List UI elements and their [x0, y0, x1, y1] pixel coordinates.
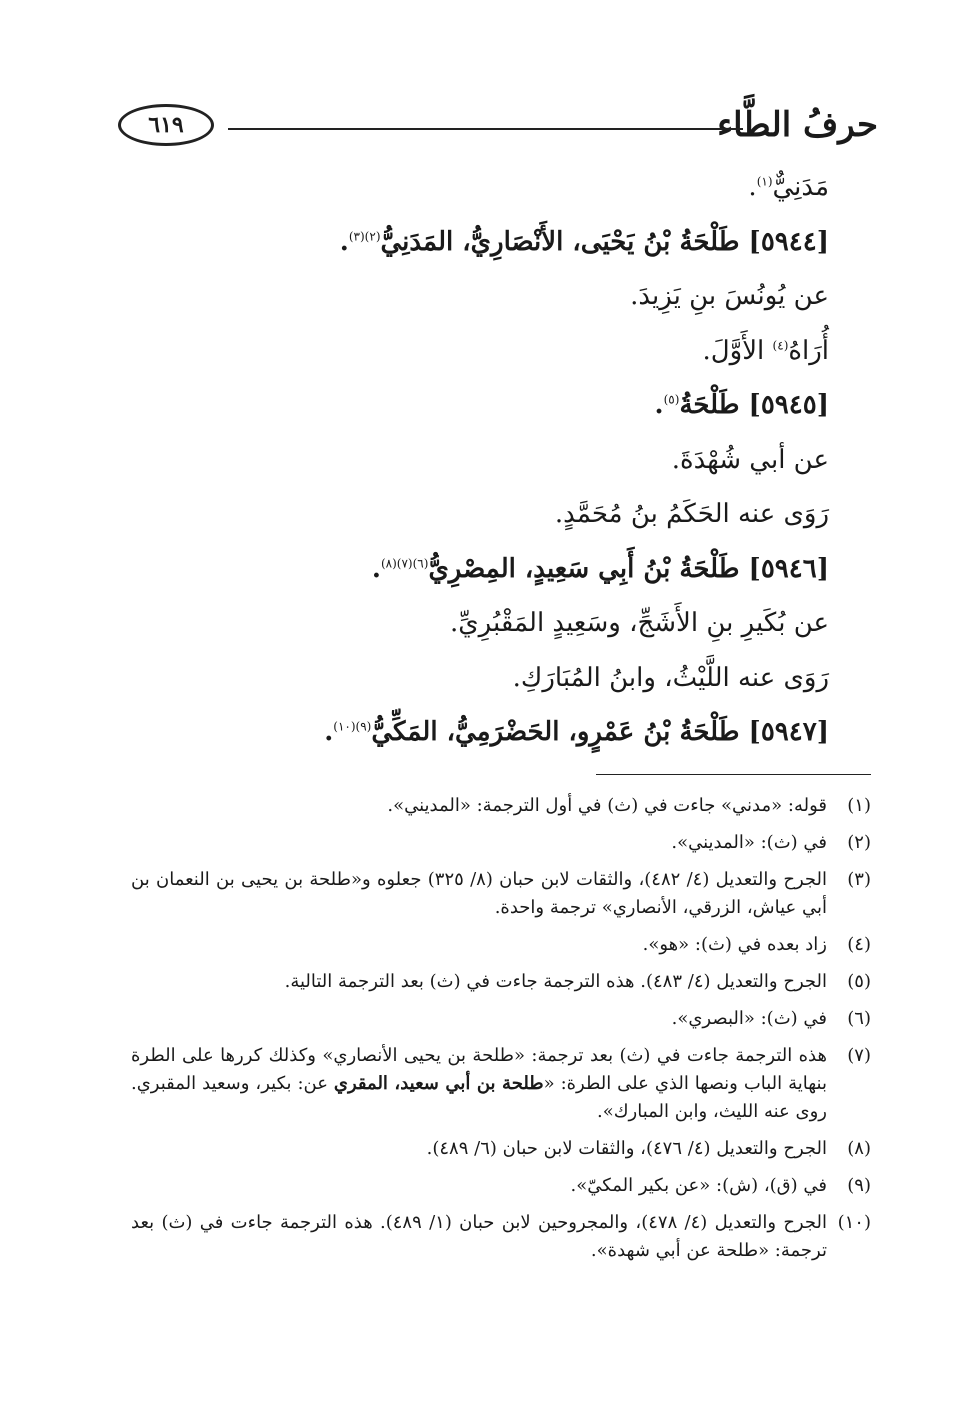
text-line — [129, 160, 829, 215]
footnote-text-part: الجرح والتعديل (٤/ ٤٨٢)، والثقات لابن حبان (٨/ ٣٢٥) جعلوه و«طلحة بن يحيى بن النعمان بن أبي عياش، الزرقي، الأنصاري» ترجمة واحدة. — [131, 869, 827, 918]
entry-heading — [129, 705, 829, 760]
footnote — [131, 1042, 871, 1126]
text-line — [129, 487, 829, 542]
line-text: أُرَاهُ — [788, 335, 829, 366]
line-tail: . — [654, 390, 664, 420]
footnote-number: (٧) — [847, 1045, 871, 1066]
line-tail: . — [371, 553, 381, 584]
footnote — [131, 931, 871, 959]
footnote — [131, 829, 871, 857]
line-text: عن بُكَيرِ بنِ الأَشَجِّ، وسَعِيدٍ المَقْبُرِيِّ. — [450, 608, 829, 638]
line-tail: . — [339, 226, 349, 257]
footnote-text — [131, 792, 827, 820]
footnote-text — [131, 829, 827, 857]
footnote-text — [131, 1135, 827, 1163]
footnote-text-part: عن: بكير، وسعيد المقبري. روى عنه الليث، وابن المبارك». — [131, 1073, 827, 1122]
text-line — [129, 433, 829, 488]
footnote-number: (٩) — [847, 1175, 871, 1196]
footnote-text-part: هذه الترجمة جاءت في (ث) بعد ترجمة: «طلحة بن يحيى الأنصاري» وكذلك كررها على الطرة بنهاية الباب ونصها الذي على الطرة: « — [131, 1045, 827, 1094]
footnote-number: (٦) — [847, 1008, 871, 1029]
footnote-text — [131, 1042, 827, 1126]
footnote-text-part: في (ق)، (ش): «عن بكير المكيّ». — [570, 1175, 827, 1196]
footnote-text — [131, 1005, 827, 1033]
line-text: [٥٩٤٤] طَلْحَةُ بْنُ يَحْيَى، الأَنْصَارِيُّ، المَدَنِيُّ — [380, 226, 829, 257]
footnote-ref: (٦)(٧)(٨) — [380, 555, 429, 570]
footnote — [131, 1209, 871, 1265]
footnote-text — [131, 1209, 827, 1265]
main-text — [129, 160, 829, 760]
line-text: مَدَنِيٌّ — [772, 172, 829, 202]
footnote-text-part: قوله: «مدني» جاءت في (ث) في أول الترجمة: «المديني». — [387, 795, 827, 816]
text-line — [129, 596, 829, 651]
line-tail: الأَوَّلَ. — [702, 335, 773, 366]
footnote-text-part: زاد بعده في (ث): «هو». — [642, 934, 827, 955]
line-text: [٥٩٤٥] طَلْحَةُ — [679, 390, 829, 420]
page-number: ٦١٩ — [118, 104, 214, 146]
footnote-text — [131, 931, 827, 959]
entry-heading — [129, 542, 829, 597]
running-header — [118, 100, 878, 160]
entry-heading — [129, 378, 829, 433]
footnote — [131, 1135, 871, 1163]
footnote — [131, 968, 871, 996]
footnote — [131, 866, 871, 922]
footnote-ref: (٢)(٣) — [348, 228, 381, 243]
entry-heading — [129, 215, 829, 270]
footnote-text-part: الجرح والتعديل (٤/ ٤٨٣). هذه الترجمة جاءت في (ث) بعد الترجمة التالية. — [284, 971, 827, 992]
footnote-number: (٤) — [847, 934, 871, 955]
footnote-text — [131, 968, 827, 996]
line-text: رَوَى عنه الحَكَمُ بنُ مُحَمَّدٍ. — [554, 499, 829, 529]
line-tail: . — [748, 172, 757, 202]
footnote-number: (١٠) — [837, 1212, 871, 1233]
footnote-text-part: في (ث): «المديني». — [671, 832, 827, 853]
text-line — [129, 324, 829, 379]
footnote-text — [131, 866, 827, 922]
footnote-separator — [596, 774, 871, 775]
footnote-number: (٣) — [847, 869, 871, 890]
line-text: [٥٩٤٦] طَلْحَةُ بْنُ أَبِي سَعِيدٍ، المِصْرِيُّ — [428, 553, 829, 584]
text-line — [129, 651, 829, 706]
footnote-number: (٥) — [847, 971, 871, 992]
footnote-ref: (٩)(١٠) — [333, 719, 372, 734]
footnote-ref: (١) — [756, 174, 773, 189]
footnote-ref: (٥) — [663, 392, 680, 407]
footnote-bold: طلحة بن أبي سعيد، المقري — [333, 1073, 544, 1094]
line-tail: . — [324, 717, 334, 747]
chapter-title: حرفُ الطَّاء — [717, 105, 878, 145]
footnote-text-part: في (ث): «البصري». — [671, 1008, 827, 1029]
footnote — [131, 792, 871, 820]
footnote-text-part: الجرح والتعديل (٤/ ٤٧٦)، والثقات لابن حبان (٦/ ٤٨٩). — [426, 1138, 827, 1159]
footnote-ref: (٤) — [772, 337, 789, 352]
footnote — [131, 1005, 871, 1033]
line-text: عن يُونُسَ بنِ يَزِيدَ. — [630, 281, 829, 311]
line-text: عن أبي شُهْدَةَ. — [671, 444, 829, 475]
text-line — [129, 269, 829, 324]
footnotes — [131, 792, 871, 1274]
line-text: [٥٩٤٧] طَلْحَةُ بْنُ عَمْرٍو، الحَضْرَمِيُّ، المَكِّيُّ — [371, 717, 829, 747]
footnote-text — [131, 1172, 827, 1200]
header-rule — [228, 128, 743, 130]
footnote-number: (٨) — [847, 1138, 871, 1159]
line-text: رَوَى عنه اللَّيْثُ، وابنُ المُبَارَكِ. — [512, 662, 829, 693]
footnote-number: (١) — [847, 795, 871, 816]
footnote-text-part: الجرح والتعديل (٤/ ٤٧٨)، والمجروحين لابن حبان (١/ ٤٨٩). هذه الترجمة جاءت في (ث) بعد ترجمة: «طلحة عن أبي شهدة». — [131, 1212, 827, 1261]
footnote-number: (٢) — [847, 832, 871, 853]
footnote — [131, 1172, 871, 1200]
